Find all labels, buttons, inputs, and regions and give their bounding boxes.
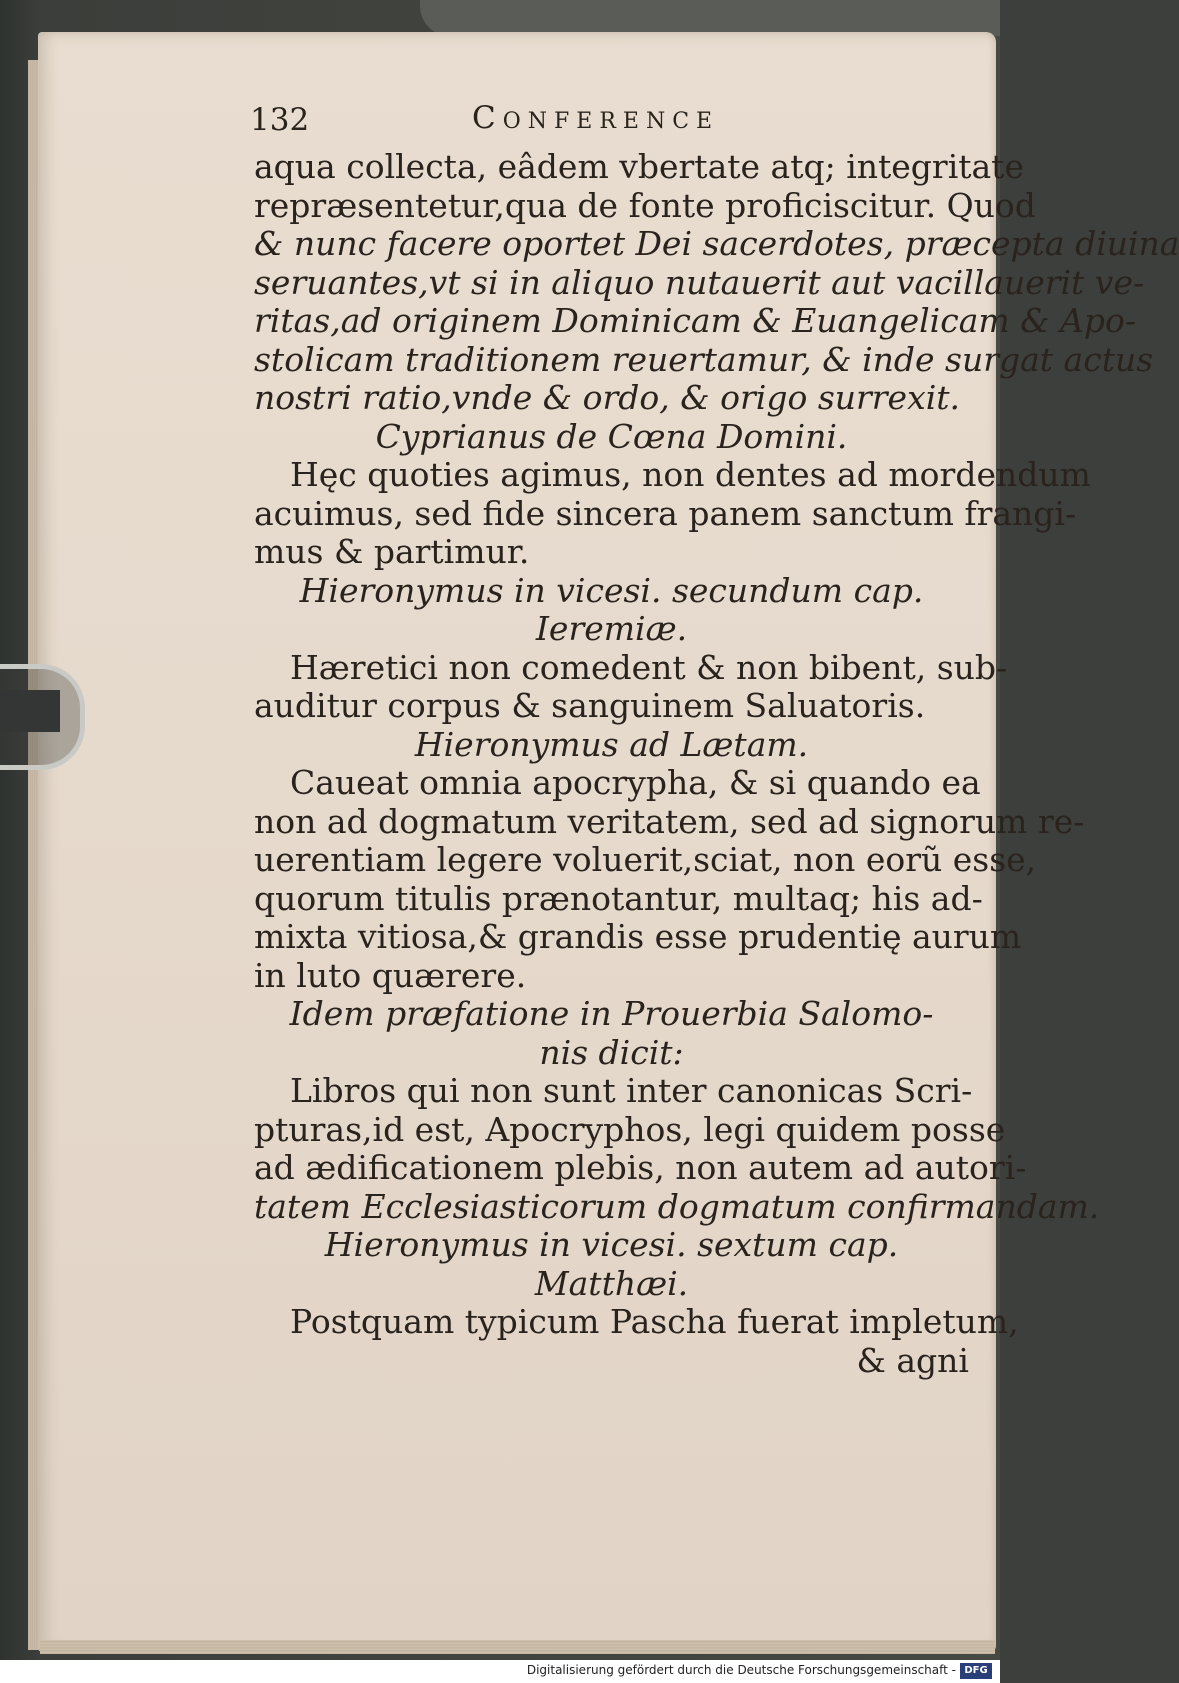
text-line: repræsentetur,qua de fonte proficiscitur. Quod bbox=[254, 185, 1036, 225]
dfg-logo-icon: DFG bbox=[960, 1663, 992, 1679]
text-line: auditur corpus & sanguinem Saluatoris. bbox=[254, 686, 926, 725]
text-line: nostri ratio,vnde & ordo, & origo surrexit. bbox=[254, 378, 961, 417]
text-line: non ad dogmatum veritatem, sed ad signorum re- bbox=[254, 801, 1085, 841]
page-stack-edge-bottom bbox=[40, 1640, 995, 1654]
text-line: Hieronymus in vicesi. secundum cap. bbox=[299, 570, 924, 610]
text-line: uerentiam legere voluerit,sciat, non eorũ esse, bbox=[254, 840, 1037, 879]
page-header bbox=[250, 100, 970, 144]
text-line: acuimus, sed fide sincera panem sanctum frangi- bbox=[254, 493, 1077, 533]
text-line: pturas,id est, Apocryphos, legi quidem posse bbox=[254, 1109, 1006, 1149]
text-line: Idem præfatione in Prouerbia Salomo- bbox=[289, 994, 934, 1033]
text-line: tatem Ecclesiasticorum dogmatum confirmandam. bbox=[254, 1186, 1100, 1226]
text-line: mixta vitiosa,& grandis esse prudentię aurum bbox=[254, 917, 1022, 956]
page-number: 132 bbox=[250, 102, 310, 138]
text-line: in luto quærere. bbox=[254, 955, 527, 995]
text-line: Libros qui non sunt inter canonicas Scri- bbox=[290, 1071, 973, 1110]
text-line: Ieremiæ. bbox=[535, 609, 688, 648]
digitization-footer bbox=[0, 1660, 1000, 1683]
text-line: Hęc quoties agimus, non dentes ad mordendum bbox=[290, 455, 1091, 494]
footer-credit: Digitalisierung gefördert durch die Deutsche Forschungsgemeinschaft - bbox=[526, 1663, 956, 1677]
text-line: Cyprianus de Cœna Domini. bbox=[375, 416, 848, 456]
text-line: mus & partimur. bbox=[254, 532, 530, 571]
page-body-text bbox=[254, 147, 1179, 1380]
facing-page-shadow bbox=[420, 0, 1000, 36]
text-line: Postquam typicum Pascha fuerat impletum, bbox=[290, 1302, 1019, 1341]
text-line: Hieronymus in vicesi. sextum cap. bbox=[324, 1225, 899, 1264]
text-line: stolicam traditionem reuertamur, & inde surgat actus bbox=[254, 339, 1154, 379]
text-line: Hæretici non comedent & non bibent, sub- bbox=[290, 647, 1008, 687]
text-line: ritas,ad originem Dominicam & Euangelicam & Apo- bbox=[254, 301, 1137, 340]
running-head: Conference bbox=[472, 100, 720, 136]
text-line: Matthæi. bbox=[534, 1263, 689, 1303]
text-line: aqua collecta, eâdem vbertate atq; integritate bbox=[254, 147, 1024, 186]
text-line: Caueat omnia apocrypha, & si quando ea bbox=[290, 763, 981, 802]
page-clip-icon bbox=[0, 664, 85, 770]
text-line: & nunc facere oportet Dei sacerdotes, præcepta diuina bbox=[254, 224, 1179, 263]
text-line: ad ædificationem plebis, non autem ad autori- bbox=[254, 1148, 1027, 1187]
text-line: seruantes,vt si in aliquo nutauerit aut vacillauerit ve- bbox=[254, 262, 1145, 302]
text-line: nis dicit: bbox=[539, 1032, 684, 1072]
text-line: & agni bbox=[856, 1340, 969, 1380]
text-line: quorum titulis prænotantur, multaq; his ad- bbox=[254, 878, 983, 918]
text-line: Hieronymus ad Lætam. bbox=[414, 724, 809, 764]
